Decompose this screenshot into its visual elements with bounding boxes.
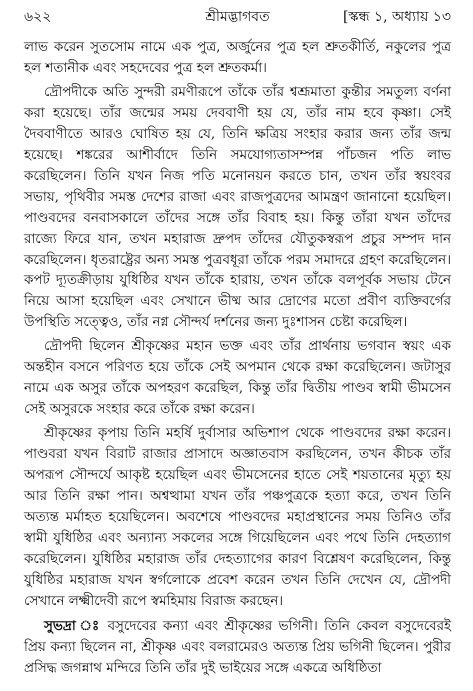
paragraph-text: দ্রৌপদী ছিলেন শ্রীকৃষ্ণের মহান ভক্ত এবং তাঁর প্রার্থনায় ভগবান স্বয়ং এক অন্তহীন বসনে পরিণত হয়ে তাঁকে সেই অপমান থেকে রক্ষা করেছিলেন। জটাসুর নামে এক অসুর তাঁকে অপহরণ করেছিল, কিন্তু তাঁর দ্বিতীয় পাণ্ডব স্বামী ভীমসেন সেই অসুরকে সংহার করে তাঁকে রক্ষা করেন। — [24, 339, 451, 418]
section-reference: [স্কন্ধ ১, অধ্যায় ১৩ — [342, 9, 451, 25]
running-title: শ্রীমদ্ভাগবত — [205, 9, 270, 25]
paragraph-continuation — [24, 38, 451, 80]
page-body — [24, 38, 451, 680]
entry-label: সুভদ্রা ঃ — [44, 617, 102, 634]
paragraph-draupadi-protection — [24, 424, 451, 613]
paragraph-draupadi-devotion — [24, 337, 451, 421]
paragraph-text: দ্রৌপদীকে অতি সুন্দরী রমণীরূপে তাঁকে তাঁর শ্বশ্রূমাতা কুন্তীর সমতুল্য বর্ণনা করা হয়েছে। তাঁর জন্মের সময় দেববাণী হয় যে, তাঁর নাম হবে কৃষ্ণা। সেই দৈববাণীতে আরও ঘোষিত হয় যে, তিনি ক্ষত্রিয় সংহার করার জন্য তাঁর জন্ম হয়েছে। শঙ্করের আশীর্বাদে তিনি সমযোগ্যতাসম্পন্ন পাঁচজন পতি লাভ করেছিলেন। তিনি যখন নিজ পতি মনোনয়ন করতে চান, তখন তাঁর স্বয়ংবর সভায়, পৃথিবীর সমস্ত দেশের রাজা এবং রাজপুত্রদের আমন্ত্রণ জানানো হয়েছিল। পাণ্ডবদের বনবাসকালে তাঁদের সঙ্গে তাঁর বিবাহ হয়। কিন্তু তাঁরা যখন তাঁদের রাজ্যে ফিরে যান, তখন মহারাজ দ্রুপদ তাঁদের যৌতুকস্বরূপ প্রচুর সম্পদ দান করেছিলেন। ধৃতরাষ্ট্রের অন্য সমস্ত পুত্রবধূরা তাঁকে পরম সমাদরে গ্রহণ করেছিলেন। কপট দ্যূতক্রীড়ায় যুধিষ্ঠির যখন তাঁকে হারায়, তখন তাঁকে বলপূর্বক সভায় টেনে নিয়ে আসা হয়েছিল এবং সেখানে ভীষ্ম আর দ্রোণের মতো প্রবীণ ব্যক্তিবর্গের উপস্থিতি সত্ত্বেও, তাঁর নগ্ন সৌন্দর্য দর্শনের জন্য দুঃশাসন চেষ্টা করেছিল। — [24, 84, 451, 331]
page-header — [24, 6, 451, 28]
paragraph-text: বসুদেবের কন্যা এবং শ্রীকৃষ্ণের ভগিনী। তিনি কেবল বসুদেবেরই প্রিয় কন্যা ছিলেন না, শ্রীকৃষ্ণ এবং বলরামেরও অত্যন্ত প্রিয় ভগিনী ছিলেন। পুরীর প্রসিদ্ধ জগন্নাথ মন্দিরে তিনি তাঁর দুই ভাইয়ের সঙ্গে একত্রে অধিষ্ঠিতা — [24, 618, 452, 676]
paragraph-text: শ্রীকৃষ্ণের কৃপায় তিনি মহর্ষি দুর্বাসার অভিশাপ থেকে পাণ্ডবদের রক্ষা করেন। পাণ্ডবরা যখন বিরাট রাজার প্রাসাদে অজ্ঞাতবাস করছিলেন, তখন কীচক তাঁর অপরূপ সৌন্দর্যে আকৃষ্ট হয়েছিল এবং ভীমসেনের হাতে সেই শয়তানের মৃত্যু হয় আর তিনি রক্ষা পান। অশ্বত্থামা যখন তাঁর পঞ্চপুত্রকে হত্যা করে, তখন তিনি অত্যন্ত মর্মাহত হয়েছিলেন। অবশেষে পাণ্ডবদের মহাপ্রস্থানের সময় তিনিও তাঁর স্বামী যুধিষ্ঠির এবং অন্যান্য সকলের সঙ্গে গিয়েছিলেন এবং পথে তিনি দেহত্যাগ করেছিলেন। যুধিষ্ঠির মহারাজ তাঁর দেহত্যাগের কারণ বিশ্লেষণ করেছিলেন, কিন্তু যুধিষ্ঠির মহারাজ যখন স্বর্গলোকে প্রবেশ করেন তখন তিনি দেখেন যে, দ্রৌপদী সেখানে লক্ষ্মীদেবী রূপে স্বমহিমায় বিরাজ করছেন। — [24, 426, 451, 609]
page-number: ৬২২ — [24, 9, 52, 25]
paragraph-subhadra — [24, 616, 451, 680]
paragraph-draupadi-intro — [24, 83, 451, 334]
paragraph-text: লাভ করেন সুতসোম নামে এক পুত্র, অর্জুনের পুত্র হল শ্রুতকীর্তি, নকুলের পুত্র হল শতানীক এবং সহদেবের পুত্র হল শ্রুতকর্মা। — [24, 40, 451, 76]
